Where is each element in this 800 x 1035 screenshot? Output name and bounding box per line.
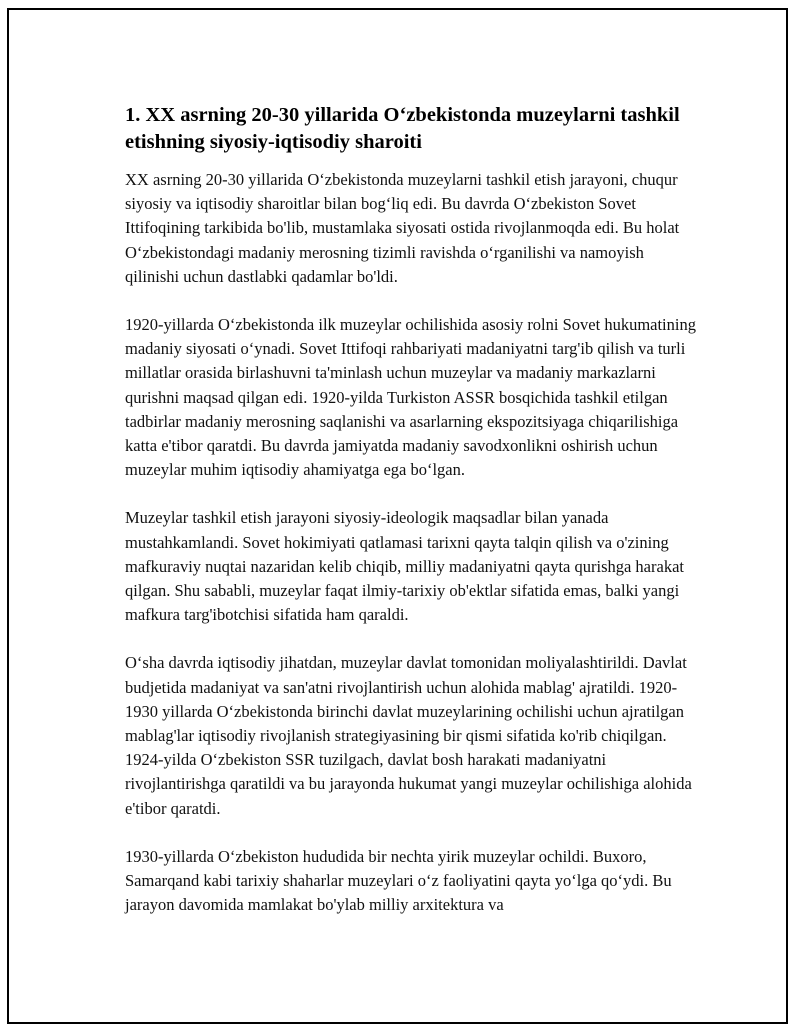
paragraph-1: XX asrning 20-30 yillarida O‘zbekistonda muzeylarni tashkil etish jarayoni, chuqur siyosiy va iqtisodiy sharoitlar bilan bog‘liq edi. Bu davrda O‘zbekiston Sovet Ittifoqining tarkibida bo'lib, mustamlaka siyosati ostida rivojlanmoqda edi. Bu holat O‘zbekistondagi madaniy merosning tizimli ravishda o‘rganilishi va namoyish qilinishi uchun dastlabki qadamlar bo'ldi. bbox=[125, 170, 680, 286]
section-heading: 1. XX asrning 20-30 yillarida O‘zbekistonda muzeylarni tashkil etishning siyosiy-iqtisodiy sharoiti bbox=[125, 104, 680, 153]
paragraph-2: 1920-yillarda O‘zbekistonda ilk muzeylar ochilishida asosiy rolni Sovet hukumatining madaniy siyosati o‘ynadi. Sovet Ittifoqi rahbariyati madaniyatni targ'ib qilish va turli millatlar orasida birlashuvni ta'minlash uchun muzeylar va madaniy markazlarni qurishni maqsad qilgan edi. 1920-yilda Turkiston ASSR bosqichida tashkil etilgan tadbirlar madaniy merosning saqlanishi va asarlarning ekspozitsiyaga chiqarilishiga katta e'tibor qaratdi. Bu davrda jamiyatda madaniy savodxonlikni oshirish uchun muzeylar muhim iqtisodiy ahamiyatga ega bo‘lgan. bbox=[125, 315, 696, 480]
paragraph-4: O‘sha davrda iqtisodiy jihatdan, muzeylar davlat tomonidan moliyalashtirildi. Davlat budjetida madaniyat va san'atni rivojlantirish uchun alohida mablag' ajratildi. 1920-1930 yillarda O‘zbekistonda birinchi davlat muzeylarining ochilishi uchun ajratilgan mablag'lar iqtisodiy rivojlanish strategiyasining bir qismi sifatida ko'rib chiqilgan. 1924-yilda O‘zbekiston SSR tuzilgach, davlat bosh harakati madaniyatni rivojlantirishga qaratildi va bu jarayonda hukumat yangi muzeylar ochilishiga alohida e'tibor qaratdi. bbox=[125, 653, 692, 818]
page-frame bbox=[7, 8, 788, 1024]
paragraph-3: Muzeylar tashkil etish jarayoni siyosiy-ideologik maqsadlar bilan yanada mustahkamlandi. Sovet hokimiyati qatlamasi tarixni qayta talqin qilish va o'zining mafkuraviy nuqtai nazaridan kelib chiqib, milliy madaniyatni qayta qurishga harakat qilgan. Shu sababli, muzeylar faqat ilmiy-tarixiy ob'ektlar sifatida emas, balki yangi mafkura targ'ibotchisi sifatida ham qaraldi. bbox=[125, 508, 684, 625]
document-body bbox=[125, 102, 697, 917]
paragraph-5: 1930-yillarda O‘zbekiston hududida bir nechta yirik muzeylar ochildi. Buxoro, Samarqand kabi tarixiy shaharlar muzeylari o‘z faoliyatini qayta yo‘lga qo‘ydi. Bu jarayon davomida mamlakat bo'ylab milliy arxitektura va bbox=[125, 846, 672, 915]
